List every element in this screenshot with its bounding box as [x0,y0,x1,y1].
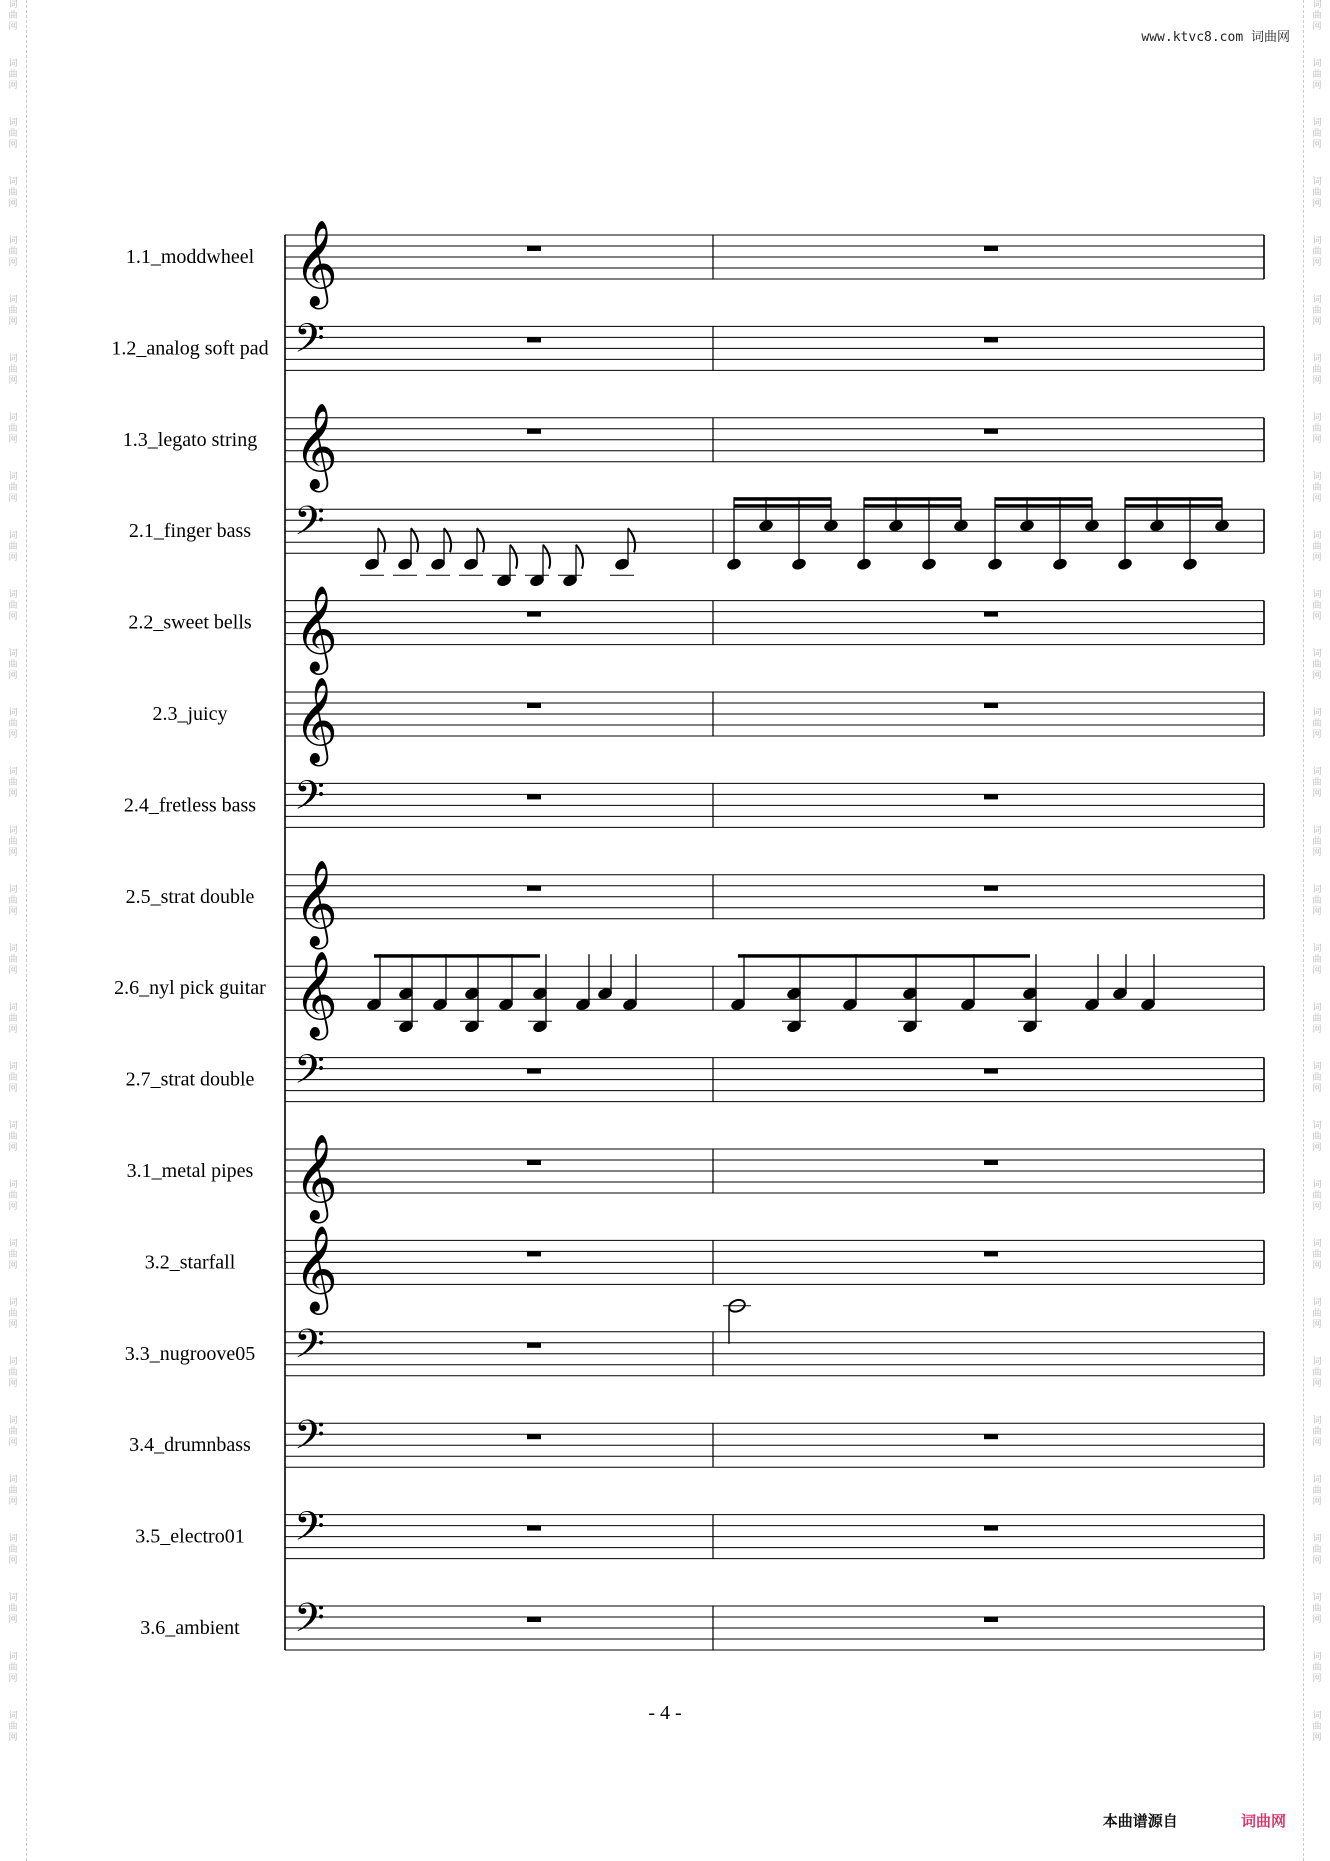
watermark-mark: 词 曲 网 [1312,826,1322,858]
whole-rest [527,1343,541,1348]
footer-source-label: 本曲谱源自 [1102,1812,1178,1830]
watermark-mark: 词 曲 网 [1312,1003,1322,1035]
watermark-mark: 词 曲 网 [1312,1711,1322,1743]
whole-rest [527,794,541,799]
watermark-mark: 词 曲 网 [8,1652,18,1684]
whole-rest [984,886,998,891]
watermark-mark: 词 曲 网 [1312,1357,1322,1389]
watermark-mark: 词 曲 网 [1312,0,1322,32]
page-number: - 4 - [648,1702,682,1724]
watermark-mark: 词 曲 网 [1312,767,1322,799]
instrument-label: 2.1_finger bass [128,520,252,543]
whole-rest [984,794,998,799]
treble-clef-icon: 𝄞 [294,859,338,946]
watermark-mark: 词 曲 网 [8,413,18,445]
note-flag [510,545,517,569]
watermark-mark: 词 曲 网 [8,177,18,209]
whole-rest [984,703,998,708]
watermark-mark: 词 曲 网 [1312,885,1322,917]
note-flag [444,528,451,552]
watermark-mark: 词 曲 网 [8,295,18,327]
note-flag [411,528,418,552]
instrument-label: 2.4_fretless bass [123,794,257,817]
watermark-mark: 词 曲 网 [1312,1239,1322,1271]
whole-rest [984,1434,998,1439]
watermark-mark: 词 曲 网 [1312,1121,1322,1153]
watermark-mark: 词 曲 网 [8,885,18,917]
watermark-mark: 词 曲 网 [8,1239,18,1271]
beam [1125,504,1222,508]
beam [374,954,540,958]
watermark-mark: 词 曲 网 [1312,295,1322,327]
whole-rest [527,886,541,891]
bass-clef-icon: 𝄢 [294,498,325,555]
instrument-label: 3.5_electro01 [135,1525,245,1548]
watermark-mark: 词 曲 网 [8,1357,18,1389]
watermark-mark: 词 曲 网 [8,590,18,622]
whole-rest [527,337,541,342]
whole-rest [984,1526,998,1531]
instrument-label: 2.3_juicy [152,703,228,725]
watermark-mark: 词 曲 网 [1312,413,1322,445]
bass-clef-icon: 𝄢 [294,1046,325,1103]
bass-clef-icon: 𝄢 [294,1320,325,1377]
watermark-mark: 词 曲 网 [8,826,18,858]
whole-rest [984,337,998,342]
whole-rest [984,612,998,617]
whole-rest [527,1069,541,1074]
note-flag [576,545,583,569]
note-flag [477,528,484,552]
whole-rest [984,429,998,434]
watermark-mark: 词 曲 网 [8,1711,18,1743]
treble-clef-icon: 𝄞 [294,677,338,763]
instrument-label: 2.2_sweet bells [128,611,252,634]
watermark-mark: 词 曲 网 [1312,531,1322,563]
beam [1125,497,1222,501]
note-flag [378,528,385,552]
instrument-label: 1.3_legato string [122,428,258,451]
beam [864,504,961,508]
note-flag [543,545,550,569]
watermark-mark: 词 曲 网 [1312,59,1322,91]
watermark-mark: 词 曲 网 [8,767,18,799]
watermark-mark: 词 曲 网 [8,1121,18,1153]
treble-clef-icon: 𝄞 [294,1225,338,1312]
watermark-mark: 词 曲 网 [1312,1298,1322,1330]
instrument-label: 3.3_nugroove05 [124,1342,256,1365]
watermark-mark: 词 曲 网 [1312,1652,1322,1684]
watermark-mark: 词 曲 网 [8,708,18,740]
note-flag [628,528,635,552]
instrument-label: 3.1_metal pipes [126,1160,254,1182]
watermark-mark: 词 曲 网 [8,1416,18,1448]
watermark-mark: 词 曲 网 [8,1534,18,1566]
beam [738,954,1030,958]
treble-clef-icon: 𝄞 [294,402,338,489]
whole-rest [527,1526,541,1531]
instrument-label: 3.6_ambient [140,1617,240,1639]
beam [995,504,1092,508]
watermark-mark: 词 曲 网 [1312,354,1322,386]
bass-clef-icon: 𝄢 [294,1412,325,1469]
whole-rest [984,246,998,251]
watermark-mark: 词 曲 网 [1312,944,1322,976]
watermark-mark: 词 曲 网 [1312,1062,1322,1094]
watermark-mark: 词 曲 网 [1312,472,1322,504]
bass-clef-icon: 𝄢 [294,772,325,829]
watermark-mark: 词 曲 网 [1312,118,1322,150]
watermark-mark: 词 曲 网 [8,354,18,386]
watermark-mark: 词 曲 网 [8,1062,18,1094]
watermark-mark: 词 曲 网 [8,236,18,268]
beam [864,497,961,501]
whole-rest [984,1160,998,1165]
treble-clef-icon: 𝄞 [294,951,338,1038]
bass-clef-icon: 𝄢 [294,1503,325,1560]
watermark-mark: 词 曲 网 [8,1593,18,1625]
watermark-mark: 词 曲 网 [8,531,18,563]
instrument-label: 3.2_starfall [144,1251,236,1274]
watermark-mark: 词 曲 网 [1312,177,1322,209]
beam [734,497,831,501]
instrument-label: 3.4_drumnbass [129,1434,251,1457]
watermark-mark: 词 曲 网 [1312,236,1322,268]
whole-rest [527,1160,541,1165]
site-url[interactable]: www.ktvc8.com [1141,30,1244,45]
watermark-mark: 词 曲 网 [8,472,18,504]
watermark-mark: 词 曲 网 [8,1475,18,1507]
beam [995,497,1092,501]
watermark-mark: 词 曲 网 [1312,708,1322,740]
watermark-mark: 词 曲 网 [8,0,18,32]
whole-rest [984,1069,998,1074]
watermark-mark: 词 曲 网 [8,1180,18,1212]
beam [734,504,831,508]
whole-rest [984,1251,998,1256]
whole-rest [527,1617,541,1622]
watermark-mark: 词 曲 网 [8,649,18,681]
footer-brand[interactable]: 词曲网 [1240,1812,1286,1830]
watermark-mark: 词 曲 网 [8,118,18,150]
watermark-mark: 词 曲 网 [8,944,18,976]
whole-rest [527,429,541,434]
whole-rest [527,1434,541,1439]
instrument-label: 2.6_nyl pick guitar [114,977,266,1000]
treble-clef-icon: 𝄞 [294,1134,338,1220]
whole-rest [527,246,541,251]
instrument-label: 1.1_moddwheel [125,246,255,268]
whole-rest [527,1251,541,1256]
watermark-mark: 词 曲 网 [1312,1534,1322,1566]
bass-clef-icon: 𝄢 [294,315,325,372]
watermark-mark: 词 曲 网 [1312,1593,1322,1625]
whole-rest [527,612,541,617]
watermark-mark: 词 曲 网 [1312,590,1322,622]
watermark-mark: 词 曲 网 [8,1298,18,1330]
watermark-mark: 词 曲 网 [1312,1416,1322,1448]
treble-clef-icon: 𝄞 [294,220,338,306]
instrument-label: 2.5_strat double [125,885,255,908]
watermark-mark: 词 曲 网 [8,59,18,91]
watermark-mark: 词 曲 网 [8,1003,18,1035]
watermark-mark: 词 曲 网 [1312,1475,1322,1507]
site-name: 词曲网 [1250,30,1290,45]
treble-clef-icon: 𝄞 [294,585,338,672]
footer-credit [1103,1810,1286,1831]
instrument-label: 2.7_strat double [125,1068,255,1091]
bass-clef-icon: 𝄢 [294,1595,325,1651]
watermark-mark: 词 曲 网 [1312,1180,1322,1212]
instrument-label: 1.2_analog soft pad [111,337,269,360]
whole-rest [984,1617,998,1622]
whole-rest [527,703,541,708]
watermark-mark: 词 曲 网 [1312,649,1322,681]
